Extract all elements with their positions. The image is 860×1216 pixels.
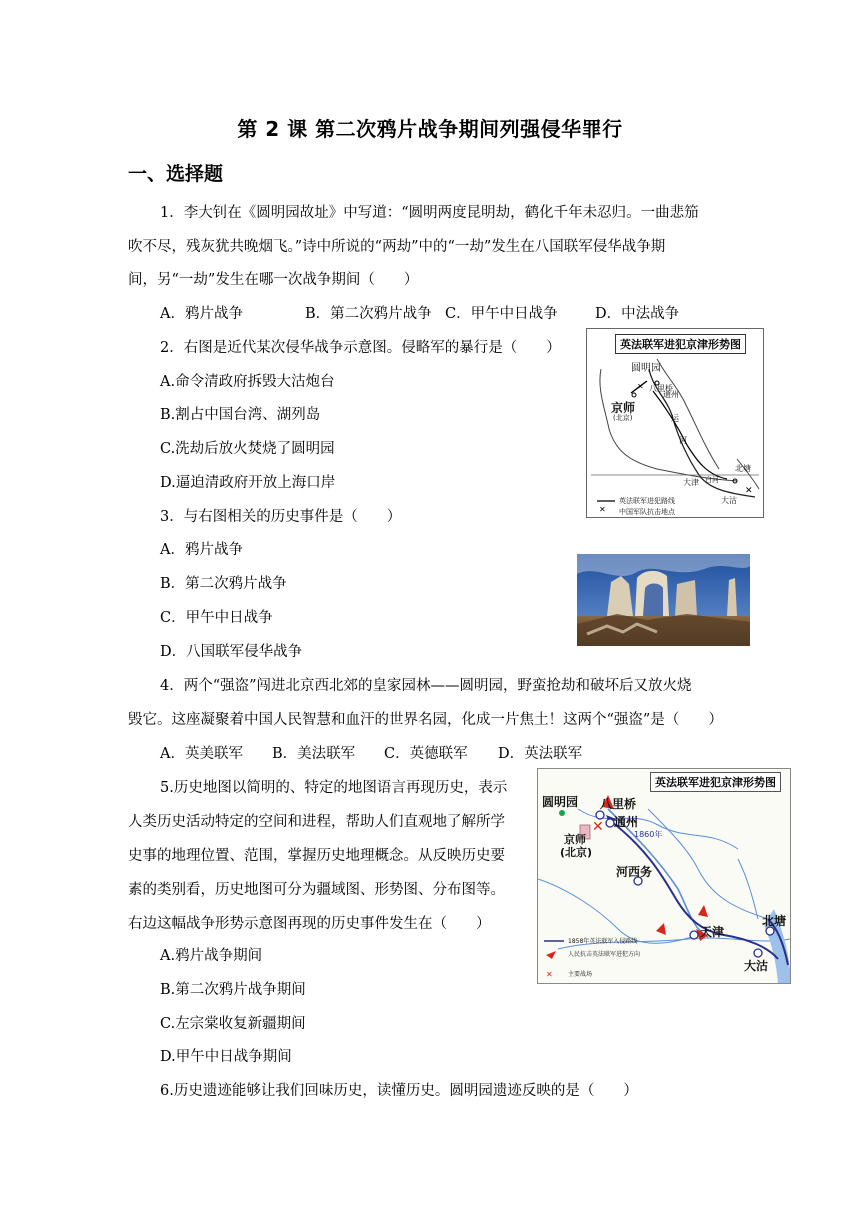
section-heading: 一、选择题 [128, 163, 224, 185]
svg-text:✕: ✕ [637, 382, 644, 391]
q3-option-a[interactable]: A．鸦片战争 [160, 542, 243, 558]
map1-figure [586, 328, 764, 518]
q3-option-d[interactable]: D．八国联军侵华战争 [160, 644, 303, 660]
map1-label-baihe: 白河 [705, 476, 719, 484]
q5-line-5: 右边这幅战争形势示意图再现的历史事件发生在（ ） [128, 916, 491, 932]
map1-label-baliqiao: 八里桥 [649, 384, 673, 393]
map2-label-tongzhou: 通州 [614, 815, 639, 829]
q3-option-c[interactable]: C．甲午中日战争 [160, 610, 273, 626]
q1-option-a[interactable]: A．鸦片战争 [160, 306, 243, 322]
map2-figure [537, 768, 791, 984]
svg-text:✕: ✕ [546, 970, 553, 979]
q1-option-b[interactable]: B．第二次鸦片战争 [305, 306, 432, 322]
q1-option-d[interactable]: D．中法战争 [595, 306, 680, 322]
q3-stem: 3．与右图相关的历史事件是（ ） [160, 509, 402, 525]
map2-label-beitang: 北塘 [762, 914, 787, 928]
map1-label-yuanmingyuan: 圆明园 [631, 363, 661, 374]
map1-label-jingshi: 京师 [611, 401, 636, 415]
q1-line-2: 吹不尽，残灰犹共晚烟飞。”诗中所说的“两劫”中的“一劫”发生在八国联军侵华战争期 [128, 239, 666, 255]
map1-label-yun: 运 [671, 414, 679, 423]
q4-options [160, 744, 582, 764]
q2-option-b[interactable]: B.割占中国台湾、湖列岛 [160, 407, 321, 423]
page-title: 第 2 课 第二次鸦片战争期间列强侵华罪行 [237, 117, 623, 141]
q3-option-b[interactable]: B．第二次鸦片战争 [160, 576, 287, 592]
q5-line-3: 史事的地理位置、范围，掌握历史地理概念。从反映历史要 [128, 848, 505, 864]
q5-option-a[interactable]: A.鸦片战争期间 [160, 948, 263, 964]
map2-label-yuanmingyuan: 圆明园 [542, 795, 579, 809]
q4-option-d[interactable]: D．英法联军 [498, 746, 583, 762]
q6-stem: 6.历史遗迹能够让我们回味历史，读懂历史。圆明园遗迹反映的是（ ） [160, 1083, 638, 1099]
svg-text:✕: ✕ [592, 819, 604, 835]
q4-line-2: 毁它。这座凝聚着中国人民智慧和血汗的世界名园，化成一片焦土！这两个“强盗”是（ ） [128, 712, 723, 728]
map2-label-hexiwu: 河西务 [616, 865, 653, 879]
map1-label-beijing: (北京) [613, 414, 633, 422]
map2-legend-resist: 人民抗击英法联军进犯方向 [568, 951, 641, 958]
ruins-photo-drawing [577, 554, 750, 646]
q5-line-1: 5.历史地图以简明的、特定的地图语言再现历史，表示 [160, 780, 508, 796]
map1-label-dagu: 大沽 [721, 496, 737, 505]
q2-stem: 2．右图是近代某次侵华战争示意图。侵略军的暴行是（ ） [160, 340, 561, 356]
q5-line-2: 人类历史活动特定的空间和进程，帮助人们直观地了解所学 [128, 814, 505, 830]
map2-legend-battle: 主要战场 [568, 971, 593, 978]
q4-option-b[interactable]: B．美法联军 [272, 746, 356, 762]
q2-option-c[interactable]: C.洗劫后放火焚烧了圆明园 [160, 441, 335, 457]
q4-line-1: 4．两个“强盗”闯进北京西北郊的皇家园林——圆明园，野蛮抢劫和破坏后又放火烧 [160, 678, 692, 694]
map2-label-baliqiao: 八里桥 [600, 797, 637, 811]
map2-title: 英法联军进犯京津形势图 [650, 772, 781, 792]
map1-label-dajin: 大津 [683, 478, 699, 487]
map2-label-beijing: (北京) [560, 846, 593, 859]
map2-label-tianjin: 天津 [700, 925, 725, 939]
q5-option-c[interactable]: C.左宗棠收复新疆期间 [160, 1016, 306, 1032]
svg-text:✕: ✕ [599, 505, 606, 514]
map2-label-year: 1860年 [634, 830, 663, 839]
map1-legend-battle: 中国军队抗击地点 [619, 508, 675, 516]
q2-option-a[interactable]: A.命令清政府拆毁大沽炮台 [160, 374, 335, 390]
map1-label-he: 河 [679, 436, 687, 445]
q5-line-4: 素的类别看，历史地图可分为疆域图、形势图、分布图等。 [128, 882, 505, 898]
q1-option-c[interactable]: C．甲午中日战争 [445, 306, 558, 322]
q5-option-b[interactable]: B.第二次鸦片战争期间 [160, 982, 306, 998]
map1-label-tongzhou: 通州 [663, 390, 679, 399]
q4-option-a[interactable]: A．英美联军 [160, 746, 243, 762]
map2-legend-route: 1858年英法联军入侵路线 [568, 938, 638, 945]
map1-legend-route: 英法联军进犯路线 [619, 497, 675, 505]
svg-text:✕: ✕ [745, 486, 753, 496]
map2-label-dagu: 大沽 [744, 959, 769, 973]
q1-options [160, 304, 679, 324]
map1-label-beitang: 北塘 [735, 464, 751, 473]
q1-line-1: 1．李大钊在《圆明园故址》中写道：“圆明两度昆明劫，鹤化千年未忍归。一曲悲笳 [160, 205, 699, 221]
q4-option-c[interactable]: C．英德联军 [384, 746, 468, 762]
ruins-photo [577, 554, 750, 646]
map2-label-jingshi: 京师 [564, 833, 586, 846]
q1-line-3: 间，另“一劫”发生在哪一次战争期间（ ） [128, 272, 419, 288]
q2-option-d[interactable]: D.逼迫清政府开放上海口岸 [160, 475, 336, 491]
q5-option-d[interactable]: D.甲午中日战争期间 [160, 1049, 292, 1065]
map1-title: 英法联军进犯京津形势图 [615, 334, 746, 354]
